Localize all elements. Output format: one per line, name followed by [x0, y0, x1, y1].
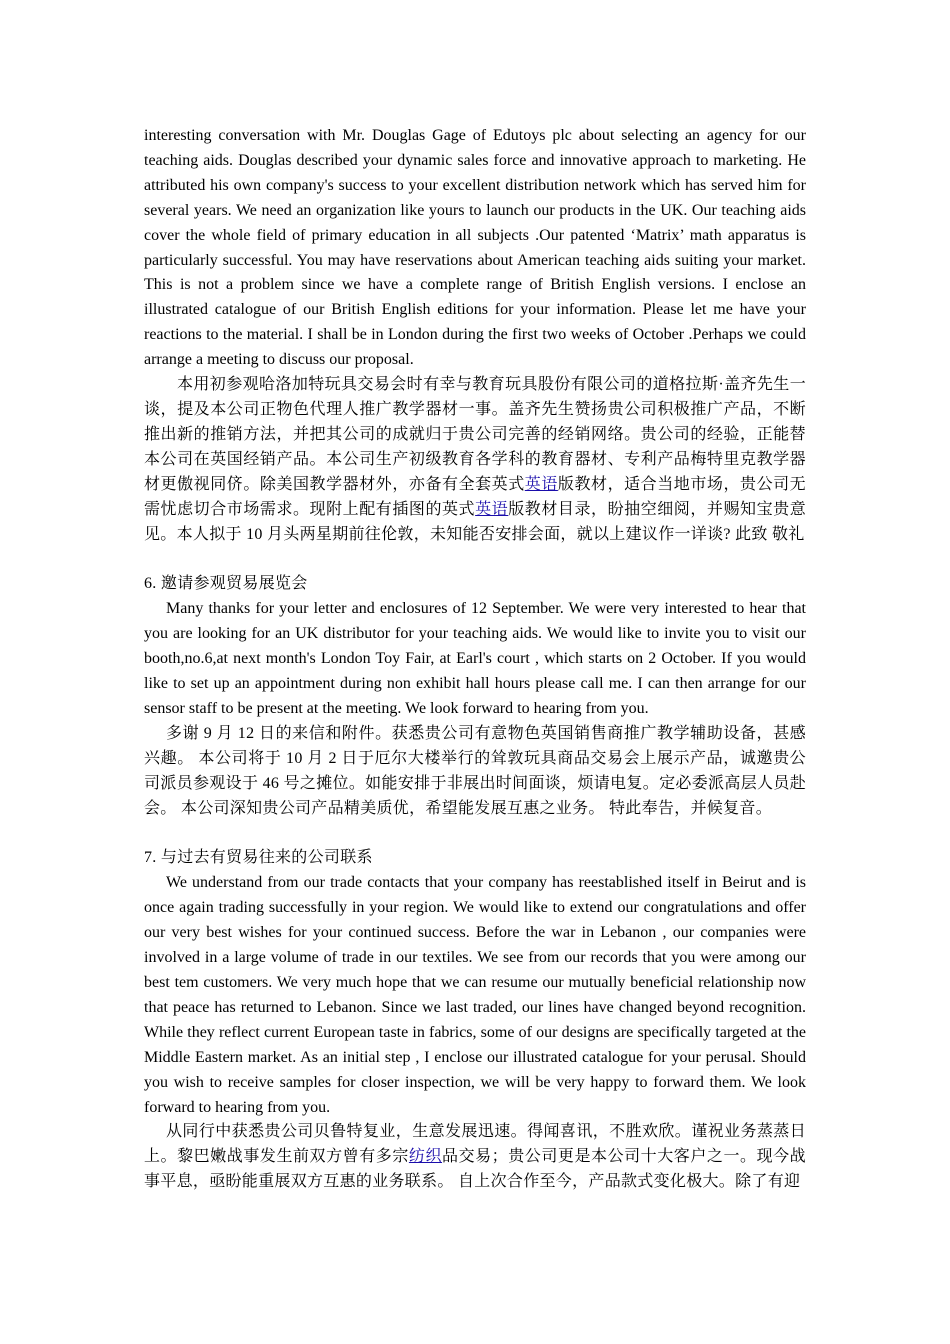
letter-5-chinese-paragraph	[144, 373, 806, 547]
section-6-heading: 6. 邀请参观贸易展览会	[144, 575, 308, 593]
section-7-chinese-text-part: 从同行中获悉贵公司贝鲁特复业，生意发展迅速。得闻喜讯，不胜欢欣。谨祝业务蒸蒸日上。黎巴嫩战事发生前双方曾有多宗	[144, 1123, 806, 1166]
letter-5-english-paragraph: interesting conversation with Mr. Douglas Gage of Edutoys plc about selecting an agency for our teaching aids. Douglas described your dynamic sales force and innovative approach to marketing. He attributed his own company's success to your excellent distribution network which has served him for several years. We need an organization like yours to launch our products in the UK. Our teaching aids cover the whole field of primary education in all subjects .Our patented ‘Matrix’ math apparatus is particularly successful. You may have reservations about American teaching aids suiting your market. This is not a problem since we have a complete range of British English versions. I enclose an illustrated catalogue of our British English editions for your information. Please let me have your reactions to the material. I shall be in London during the first two weeks of October .Perhaps we could arrange a meeting to discuss our proposal.	[144, 127, 806, 369]
spacer	[144, 547, 806, 572]
english-link[interactable]: 英语	[475, 500, 509, 518]
english-link[interactable]: 英语	[524, 475, 558, 493]
letter-5-chinese-text-part: 本用初参观哈洛加特玩具交易会时有幸与教育玩具股份有限公司的道格拉斯·盖齐先生一谈，提及本公司正物色代理人推广教学器材一事。盖齐先生赞扬贵公司积极推广产品，不断推出新的推销方法，并把其公司的成就归于贵公司完善的经销网络。贵公司的经验，正能替本公司在英国经销产品。本公司生产初级教育各学科的教育器材、专利产品梅特里克教学器材更傲视同侪。除美国教学器材外，亦备有全套英式	[144, 376, 806, 493]
section-6-chinese-paragraph: 多谢 9 月 12 日的来信和附件。获悉贵公司有意物色英国销售商推广教学辅助设备，甚感兴趣。 本公司将于 10 月 2 日于厄尔大楼举行的耸敦玩具商品交易会上展示产品，诚邀贵公司派员参观设于 46 号之摊位。如能安排于非展出时间面谈，烦请电复。定必委派高层人员赴会。 本公司深知贵公司产品精美质优，希望能发展互惠之业务。 特此奉告，并候复音。	[144, 724, 806, 817]
section-7-heading: 7. 与过去有贸易往来的公司联系	[144, 849, 373, 867]
section-6-english-paragraph: Many thanks for your letter and enclosures of 12 September. We were very interested to hear that you are looking for an UK distributor for your teaching aids. We would like to invite you to visit our booth,no.6,at next month's London Toy Fair, at Earl's court , which starts on 2 October. If you would like to set up an appointment during non exhibit hall hours please call me. I can then arrange for our sensor staff to be present at the meeting. We look forward to hearing from you.	[144, 600, 806, 717]
textile-link[interactable]: 纺织	[408, 1148, 443, 1166]
section-7-chinese-paragraph	[144, 1120, 806, 1195]
letter-5-chinese-text-part: 版教材，适合当地市场，贵公司无需忧虑切合市场需求。现附上配有插图的英式	[144, 475, 806, 518]
section-7-chinese-text-part: 品交易；贵公司更是本公司十大客户之一。现今战事平息，亟盼能重展双方互惠的业务联系。 自上次合作至今，产品款式变化极大。除了有迎	[144, 1148, 806, 1191]
spacer	[144, 821, 806, 846]
section-7-english-paragraph: We understand from our trade contacts that your company has reestablished itself in Beirut and is once again trading successfully in your region. We would like to extend our congratulations and offer our very best wishes for your continued success. Before the war in Lebanon , our companies were involved in a large volume of trade in our textiles. We see from our records that you were among our best tem customers. We very much hope that we can resume our mutually beneficial relationship now that peace has returned to Lebanon. Since we last traded, our lines have changed beyond recognition. While they reflect current European taste in fabrics, some of our designs are specifically targeted at the Middle Eastern market. As an initial step , I enclose our illustrated catalogue for your perusal. Should you wish to receive samples for closer inspection, we will be very happy to forward them. We look forward to hearing from you.	[144, 874, 806, 1116]
document-page	[144, 124, 806, 1195]
letter-5-chinese-text-part: 版教材目录，盼抽空细阅，并赐知宝贵意见。本人拟于 10 月头两星期前往伦敦，未知能否安排会面，就以上建议作一详谈? 此致 敬礼	[144, 500, 806, 543]
